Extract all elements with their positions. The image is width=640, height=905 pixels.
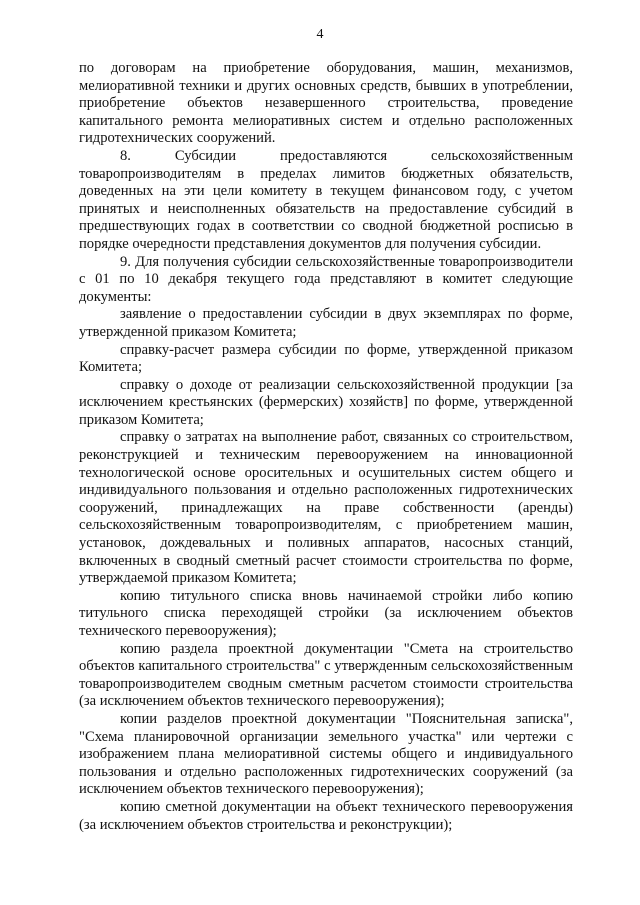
paragraph-continuation: по договорам на приобретение оборудования, машин, механизмов, мелиоративной техники и других основных средств, бывших в употреблении, приобретение объектов незавершенного строительства, проведение капитального ремонта мелиоративных систем и отдельно расположенных гидротехнических сооружений.	[79, 60, 573, 147]
list-item-application: заявление о предоставлении субсидии в двух экземплярах по форме, утвержденной приказом Комитета;	[79, 306, 573, 340]
page-number: 4	[316, 27, 324, 42]
list-item-calculation-certificate: справку-расчет размера субсидии по форме, утвержденной приказом Комитета;	[79, 341, 573, 376]
document-body	[79, 60, 573, 834]
list-item-estimate-documentation-copy: копию сметной документации на объект технического перевооружения (за исключением объектов строительства и реконструкции);	[79, 798, 573, 833]
list-item-costs-certificate: справку о затратах на выполнение работ, связанных со строительством, реконструкцией и техническим перевооружением на инновационной технологической основе оросительных и осушительных систем общего и индивидуального пользования и отдельно расположенных гидротехнических сооружений, принадлежащих на праве собственности (аренды) сельскохозяйственным товаропроизводителям, с приобретением машин, установок, дождевальных и поливных аппаратов, насосных станций, включенных в сводный сметный расчет стоимости строительства по форме, утверждаемой приказом Комитета;	[79, 429, 573, 587]
list-item-income-certificate: справку о доходе от реализации сельскохозяйственной продукции [за исключением крестьянских (фермерских) хозяйств] по форме, утвержденной приказом Комитета;	[79, 376, 573, 428]
list-item-project-sections-copy: копии разделов проектной документации "Пояснительная записка", "Схема планировочной организации земельного участка" или чертежи с изображением плана мелиоративной системы общего и индивидуального пользования и отдельно расположенных гидротехнических сооружений (за исключением объектов технического перевооружения);	[79, 710, 573, 798]
paragraph-clause-9: 9. Для получения субсидии сельскохозяйственные товаропроизводители с 01 по 10 декабря текущего года представляют в комитет следующие документы:	[79, 253, 573, 305]
list-item-estimate-section-copy: копию раздела проектной документации "Смета на строительство объектов капитального строительства" с утвержденным сельскохозяйственным товаропроизводителем сводным сметным расчетом стоимости строительства (за исключением объектов технического перевооружения);	[79, 640, 573, 710]
list-item-title-list-copy: копию титульного списка вновь начинаемой стройки либо копию титульного списка переходящей стройки (за исключением объектов технического перевооружения);	[79, 587, 573, 639]
paragraph-clause-8: 8. Субсидии предоставляются сельскохозяйственным товаропроизводителям в пределах лимитов бюджетных обязательств, доведенных на эти цели комитету в текущем финансовом году, с учетом принятых и неисполненных обязательств на предоставление субсидий в предшествующих годах в соответствии со сводной бюджетной росписью в порядке очередности представления документов для получения субсидии.	[79, 147, 573, 252]
